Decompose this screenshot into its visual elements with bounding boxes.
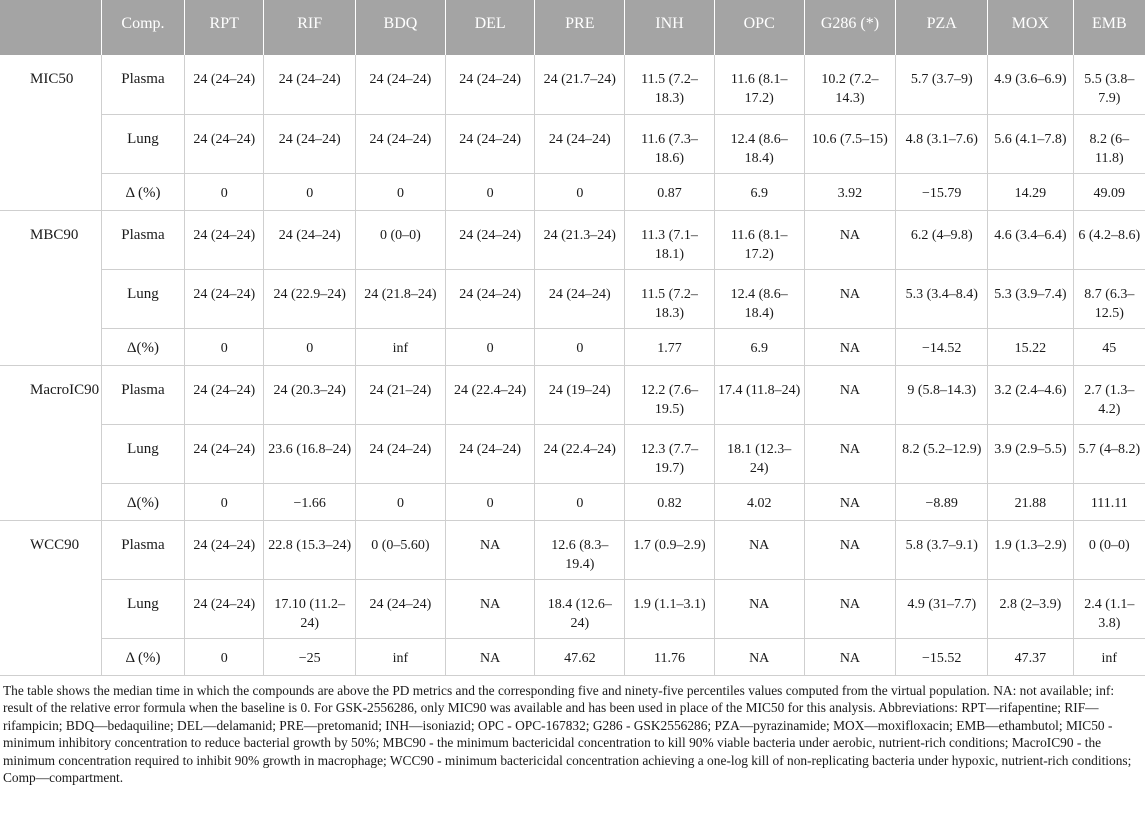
header-cell: OPC [714,0,804,55]
value-cell: 3.2 (2.4–4.6) [988,365,1073,424]
value-cell: 0 [264,328,356,365]
header-cell: PRE [535,0,625,55]
value-cell: 24 (22.4–24) [535,424,625,483]
compartment-label: Lung [101,269,184,328]
value-cell: 24 (24–24) [185,365,264,424]
value-cell: 24 (24–24) [264,55,356,114]
value-cell: 111.11 [1073,483,1145,520]
value-cell: 1.9 (1.1–3.1) [625,579,715,638]
compartment-label: Plasma [101,365,184,424]
compartment-label: Plasma [101,210,184,269]
value-cell: NA [804,210,896,269]
value-cell: 0 [535,328,625,365]
value-cell: 24 (24–24) [445,424,535,483]
value-cell: 9 (5.8–14.3) [896,365,988,424]
value-cell: 12.3 (7.7–19.7) [625,424,715,483]
value-cell: 24 (24–24) [356,579,446,638]
compartment-label: Lung [101,424,184,483]
value-cell: 24 (24–24) [185,520,264,579]
value-cell: NA [804,328,896,365]
compartment-label: Δ(%) [101,483,184,520]
header-cell: DEL [445,0,535,55]
value-cell: −14.52 [896,328,988,365]
compartment-label: Δ (%) [101,173,184,210]
value-cell: 24 (24–24) [535,269,625,328]
value-cell: NA [804,638,896,675]
value-cell: 6.9 [714,173,804,210]
value-cell: 10.2 (7.2–14.3) [804,55,896,114]
compartment-label: Plasma [101,520,184,579]
table-row [0,365,1145,424]
value-cell: 12.2 (7.6–19.5) [625,365,715,424]
value-cell: −1.66 [264,483,356,520]
value-cell: 0 [185,483,264,520]
value-cell: 45 [1073,328,1145,365]
table-row [0,328,1145,365]
value-cell: 1.77 [625,328,715,365]
value-cell: −15.79 [896,173,988,210]
value-cell: 4.9 (3.6–6.9) [988,55,1073,114]
value-cell: 2.4 (1.1–3.8) [1073,579,1145,638]
value-cell: 24 (21–24) [356,365,446,424]
value-cell: 14.29 [988,173,1073,210]
table-row [0,173,1145,210]
value-cell: 0.87 [625,173,715,210]
value-cell: 49.09 [1073,173,1145,210]
value-cell: 47.37 [988,638,1073,675]
value-cell: 11.6 (7.3–18.6) [625,114,715,173]
value-cell: 3.9 (2.9–5.5) [988,424,1073,483]
header-row [0,0,1145,55]
value-cell: 0 (0–0) [356,210,446,269]
value-cell: 24 (20.3–24) [264,365,356,424]
value-cell: 0 [264,173,356,210]
value-cell: 11.5 (7.2–18.3) [625,269,715,328]
value-cell: 24 (24–24) [445,269,535,328]
value-cell: 24 (24–24) [445,55,535,114]
value-cell: 5.6 (4.1–7.8) [988,114,1073,173]
header-cell: RIF [264,0,356,55]
header-cell: RPT [185,0,264,55]
value-cell: 0 [445,483,535,520]
header-cell: INH [625,0,715,55]
value-cell: 0.82 [625,483,715,520]
value-cell: 17.4 (11.8–24) [714,365,804,424]
value-cell: 0 [185,173,264,210]
table-body [0,55,1145,675]
value-cell: 24 (24–24) [445,210,535,269]
compartment-label: Plasma [101,55,184,114]
value-cell: 0 [185,328,264,365]
value-cell: 24 (22.4–24) [445,365,535,424]
value-cell: 24 (24–24) [356,114,446,173]
value-cell: 4.6 (3.4–6.4) [988,210,1073,269]
header-cell: PZA [896,0,988,55]
value-cell: 18.4 (12.6–24) [535,579,625,638]
value-cell: NA [714,579,804,638]
value-cell: 11.76 [625,638,715,675]
value-cell: 1.9 (1.3–2.9) [988,520,1073,579]
value-cell: 24 (24–24) [185,55,264,114]
value-cell: NA [804,579,896,638]
value-cell: NA [804,424,896,483]
value-cell: 3.92 [804,173,896,210]
value-cell: NA [445,638,535,675]
value-cell: 8.2 (5.2–12.9) [896,424,988,483]
value-cell: 24 (24–24) [356,424,446,483]
value-cell: 5.8 (3.7–9.1) [896,520,988,579]
value-cell: NA [445,579,535,638]
value-cell: 0 [535,173,625,210]
value-cell: 5.7 (3.7–9) [896,55,988,114]
value-cell: 24 (24–24) [185,114,264,173]
value-cell: −15.52 [896,638,988,675]
value-cell: 0 [445,328,535,365]
value-cell: 24 (24–24) [185,210,264,269]
value-cell: 0 [185,638,264,675]
value-cell: inf [356,638,446,675]
value-cell: NA [804,520,896,579]
value-cell: 15.22 [988,328,1073,365]
value-cell: 0 (0–0) [1073,520,1145,579]
value-cell: 4.9 (31–7.7) [896,579,988,638]
value-cell: 11.6 (8.1–17.2) [714,55,804,114]
value-cell: 24 (24–24) [185,269,264,328]
table-row [0,483,1145,520]
value-cell: NA [804,483,896,520]
value-cell: NA [714,638,804,675]
value-cell: 6 (4.2–8.6) [1073,210,1145,269]
value-cell: 24 (24–24) [264,114,356,173]
table-row [0,269,1145,328]
table-row [0,55,1145,114]
value-cell: 0 [356,483,446,520]
value-cell: 12.4 (8.6–18.4) [714,114,804,173]
table-row [0,579,1145,638]
value-cell: −25 [264,638,356,675]
value-cell: 11.3 (7.1–18.1) [625,210,715,269]
value-cell: 17.10 (11.2–24) [264,579,356,638]
value-cell: 0 (0–5.60) [356,520,446,579]
metric-label: WCC90 [0,520,101,675]
table-row [0,114,1145,173]
header-cell: BDQ [356,0,446,55]
compartment-label: Lung [101,579,184,638]
value-cell: 5.3 (3.4–8.4) [896,269,988,328]
value-cell: 18.1 (12.3–24) [714,424,804,483]
value-cell: 10.6 (7.5–15) [804,114,896,173]
value-cell: 24 (24–24) [185,579,264,638]
value-cell: 5.3 (3.9–7.4) [988,269,1073,328]
value-cell: 12.4 (8.6–18.4) [714,269,804,328]
value-cell: 6.2 (4–9.8) [896,210,988,269]
value-cell: 5.7 (4–8.2) [1073,424,1145,483]
value-cell: 24 (21.3–24) [535,210,625,269]
table-row [0,638,1145,675]
value-cell: 2.7 (1.3–4.2) [1073,365,1145,424]
value-cell: 8.2 (6–11.8) [1073,114,1145,173]
value-cell: 23.6 (16.8–24) [264,424,356,483]
table-row [0,520,1145,579]
value-cell: 24 (21.7–24) [535,55,625,114]
value-cell: 24 (24–24) [264,210,356,269]
value-cell: 4.02 [714,483,804,520]
table-row [0,210,1145,269]
value-cell: 24 (21.8–24) [356,269,446,328]
header-cell: EMB [1073,0,1145,55]
value-cell: 0 [356,173,446,210]
table-row [0,424,1145,483]
value-cell: 24 (24–24) [185,424,264,483]
compartment-label: Lung [101,114,184,173]
value-cell: 0 [535,483,625,520]
value-cell: 6.9 [714,328,804,365]
value-cell: 24 (19–24) [535,365,625,424]
table-footnote: The table shows the median time in which the compounds are above the PD metrics and the corresponding five and ninety-five percentiles values computed from the virtual population. NA: not available; inf: result of the relative error formula when the baseline is 0. For GSK-2556286, only MIC90 was available and has been used in place of the MIC50 for this analysis. Abbreviations: RPT—rifapentine; RIF—rifampicin; BDQ—bedaquiline; DEL—delamanid; PRE—pretomanid; INH—isoniazid; OPC - OPC-167832; G286 - GSK2556286; PZA—pyrazinamide; MOX—moxifloxacin; EMB—ethambutol; MIC50 - minimum inhibitory concentration to reduce bacterial growth by 50%; MBC90 - the minimum bactericidal concentration to kill 90% viable bacteria under aerobic, nutrient-rich conditions; MacroIC90 - the minimum concentration required to inhibit 90% growth in macrophage; WCC90 - minimum bactericidal concentration achieving a one-log kill of non-replicating bacteria under hypoxic, nutrient-rich conditions; Comp—compartment. [3,682,1132,785]
value-cell: NA [445,520,535,579]
header-cell: MOX [988,0,1073,55]
value-cell: 12.6 (8.3–19.4) [535,520,625,579]
value-cell: 24 (24–24) [356,55,446,114]
value-cell: 8.7 (6.3–12.5) [1073,269,1145,328]
value-cell: 11.5 (7.2–18.3) [625,55,715,114]
value-cell: 5.5 (3.8–7.9) [1073,55,1145,114]
metric-label: MacroIC90 [0,365,101,520]
value-cell: inf [356,328,446,365]
value-cell: 24 (24–24) [445,114,535,173]
value-cell: 22.8 (15.3–24) [264,520,356,579]
metric-label: MIC50 [0,55,101,210]
value-cell: 21.88 [988,483,1073,520]
compartment-label: Δ(%) [101,328,184,365]
value-cell: NA [804,365,896,424]
value-cell: 24 (24–24) [535,114,625,173]
value-cell: 47.62 [535,638,625,675]
value-cell: 11.6 (8.1–17.2) [714,210,804,269]
header-cell: G286 (*) [804,0,896,55]
value-cell: NA [714,520,804,579]
compartment-label: Δ (%) [101,638,184,675]
value-cell: 2.8 (2–3.9) [988,579,1073,638]
value-cell: 4.8 (3.1–7.6) [896,114,988,173]
value-cell: −8.89 [896,483,988,520]
header-cell-blank [0,0,101,55]
metric-label: MBC90 [0,210,101,365]
value-cell: 24 (22.9–24) [264,269,356,328]
header-cell: Comp. [101,0,184,55]
value-cell: 0 [445,173,535,210]
table-header [0,0,1145,55]
value-cell: inf [1073,638,1145,675]
value-cell: 1.7 (0.9–2.9) [625,520,715,579]
value-cell: NA [804,269,896,328]
